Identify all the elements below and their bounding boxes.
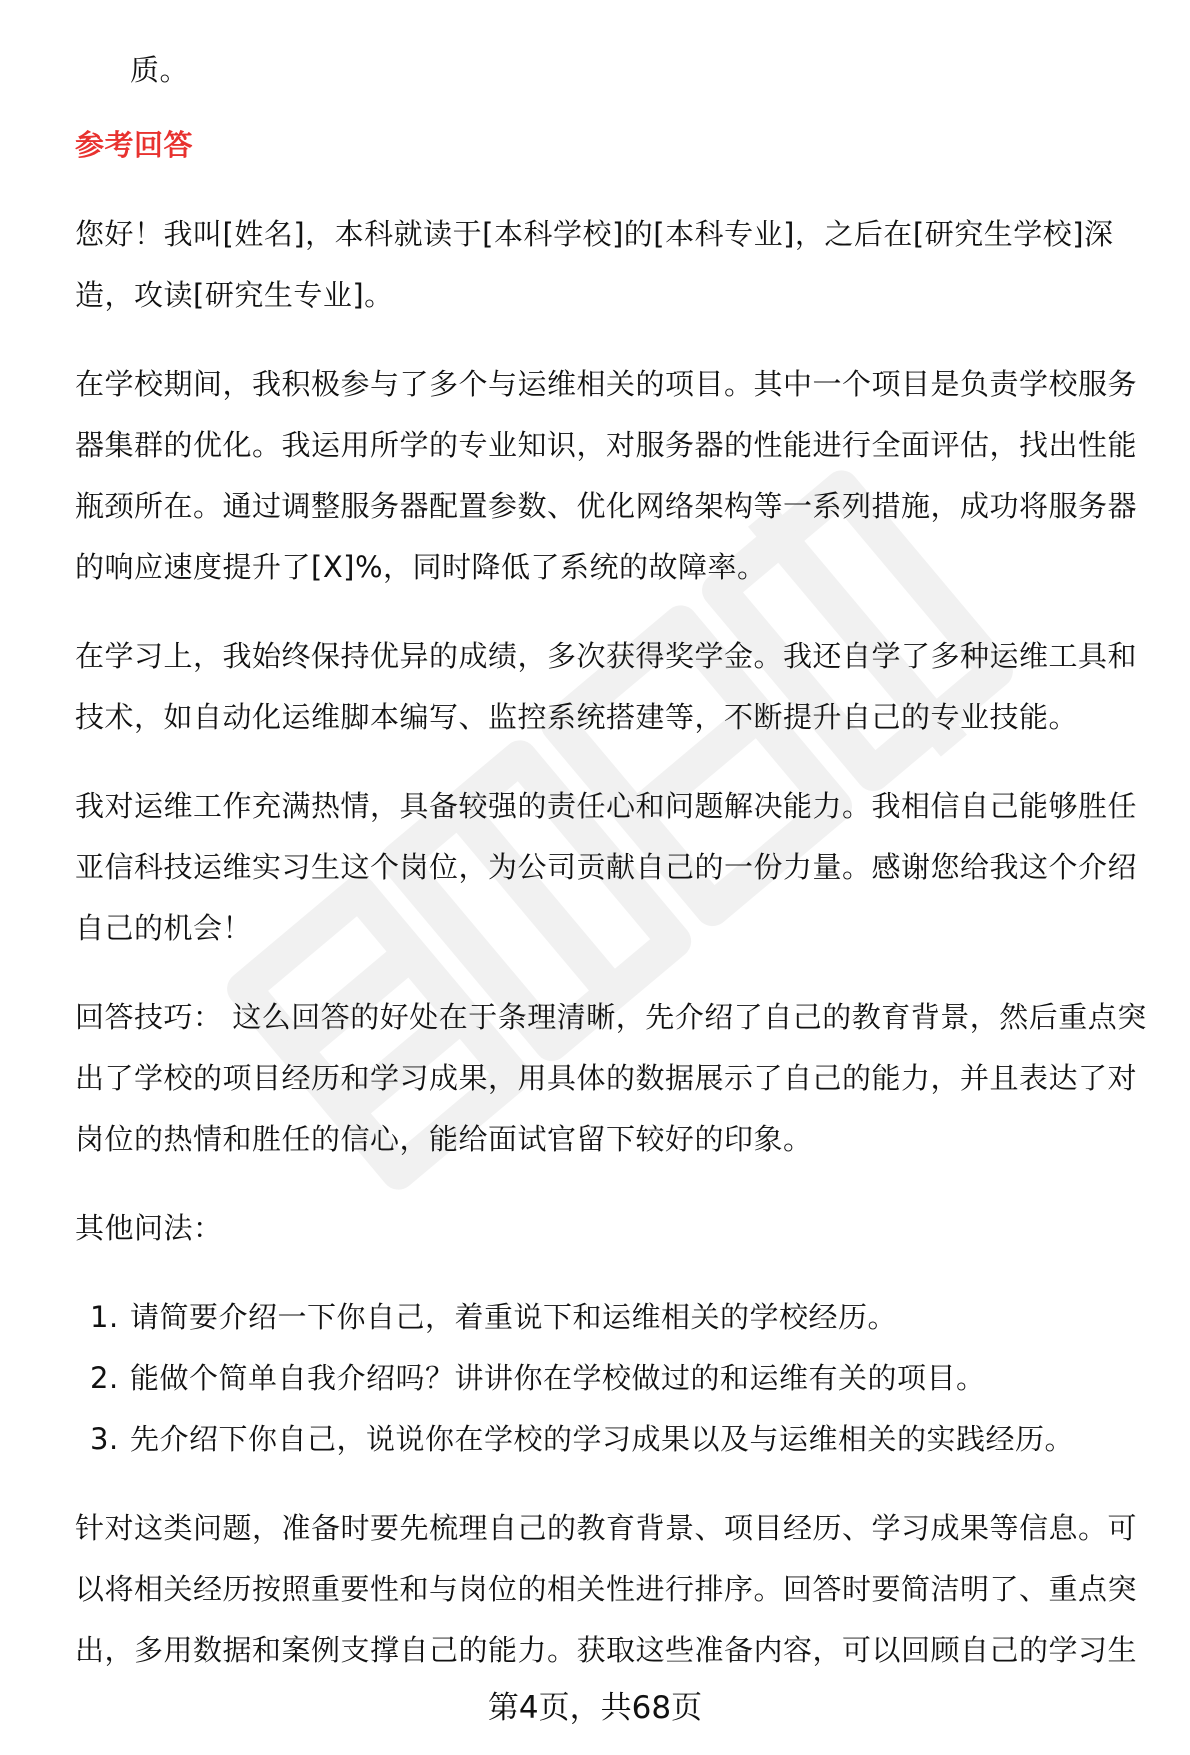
list-item: [75, 1287, 1160, 1348]
preparation-advice-paragraph: 针对这类问题，准备时要先梳理自己的教育背景、项目经历、学习成果等信息。可以将相关经历按照重要性和与岗位的相关性进行排序。回答时要简洁明了、重点突出，多用数据和案例支撑自己的能力。获取这些准备内容，可以回顾自己的学习生: [75, 1511, 1138, 1667]
answer-paragraph-intro: 您好！我叫[姓名]，本科就读于[本科学校]的[本科专业]，之后在[研究生学校]深造，攻读[研究生专业]。: [75, 217, 1114, 312]
list-item: [75, 1409, 1160, 1470]
reference-answer-heading: 参考回答: [75, 128, 194, 162]
answer-paragraph-closing: 我对运维工作充满热情，具备较强的责任心和问题解决能力。我相信自己能够胜任亚信科技运维实习生这个岗位，为公司贡献自己的一份力量。感谢您给我这个介绍自己的机会！: [75, 789, 1138, 945]
list-item-number: 2.: [90, 1361, 119, 1395]
list-item-text: 能做个简单自我介绍吗？讲讲你在学校做过的和运维有关的项目。: [130, 1361, 986, 1395]
list-item: [75, 1348, 1160, 1409]
document-body: [75, 40, 1160, 1681]
list-item-number: 3.: [90, 1422, 119, 1456]
other-questions-list: [75, 1287, 1160, 1470]
list-item-text: 请简要介绍一下你自己，着重说下和运维相关的学校经历。: [130, 1300, 898, 1334]
list-item-text: 先介绍下你自己，说说你在学校的学习成果以及与运维相关的实践经历。: [130, 1422, 1075, 1456]
list-item-number: 1.: [90, 1300, 119, 1334]
continued-text: 质。: [130, 53, 190, 87]
answer-paragraph-projects: 在学校期间，我积极参与了多个与运维相关的项目。其中一个项目是负责学校服务器集群的优化。我运用所学的专业知识，对服务器的性能进行全面评估，找出性能瓶颈所在。通过调整服务器配置参数、优化网络架构等一系列措施，成功将服务器的响应速度提升了[X]%，同时降低了系统的故障率。: [75, 367, 1138, 584]
answer-tips-paragraph: 回答技巧： 这么回答的好处在于条理清晰，先介绍了自己的教育背景，然后重点突出了学校的项目经历和学习成果，用具体的数据展示了自己的能力，并且表达了对岗位的热情和胜任的信心，能给面试官留下较好的印象。: [75, 1000, 1147, 1156]
other-questions-label: 其他问法：: [75, 1211, 223, 1245]
answer-paragraph-study: 在学习上，我始终保持优异的成绩，多次获得奖学金。我还自学了多种运维工具和技术，如自动化运维脚本编写、监控系统搭建等，不断提升自己的专业技能。: [75, 639, 1138, 734]
page-number-footer: 第4页，共68页: [487, 1690, 703, 1726]
